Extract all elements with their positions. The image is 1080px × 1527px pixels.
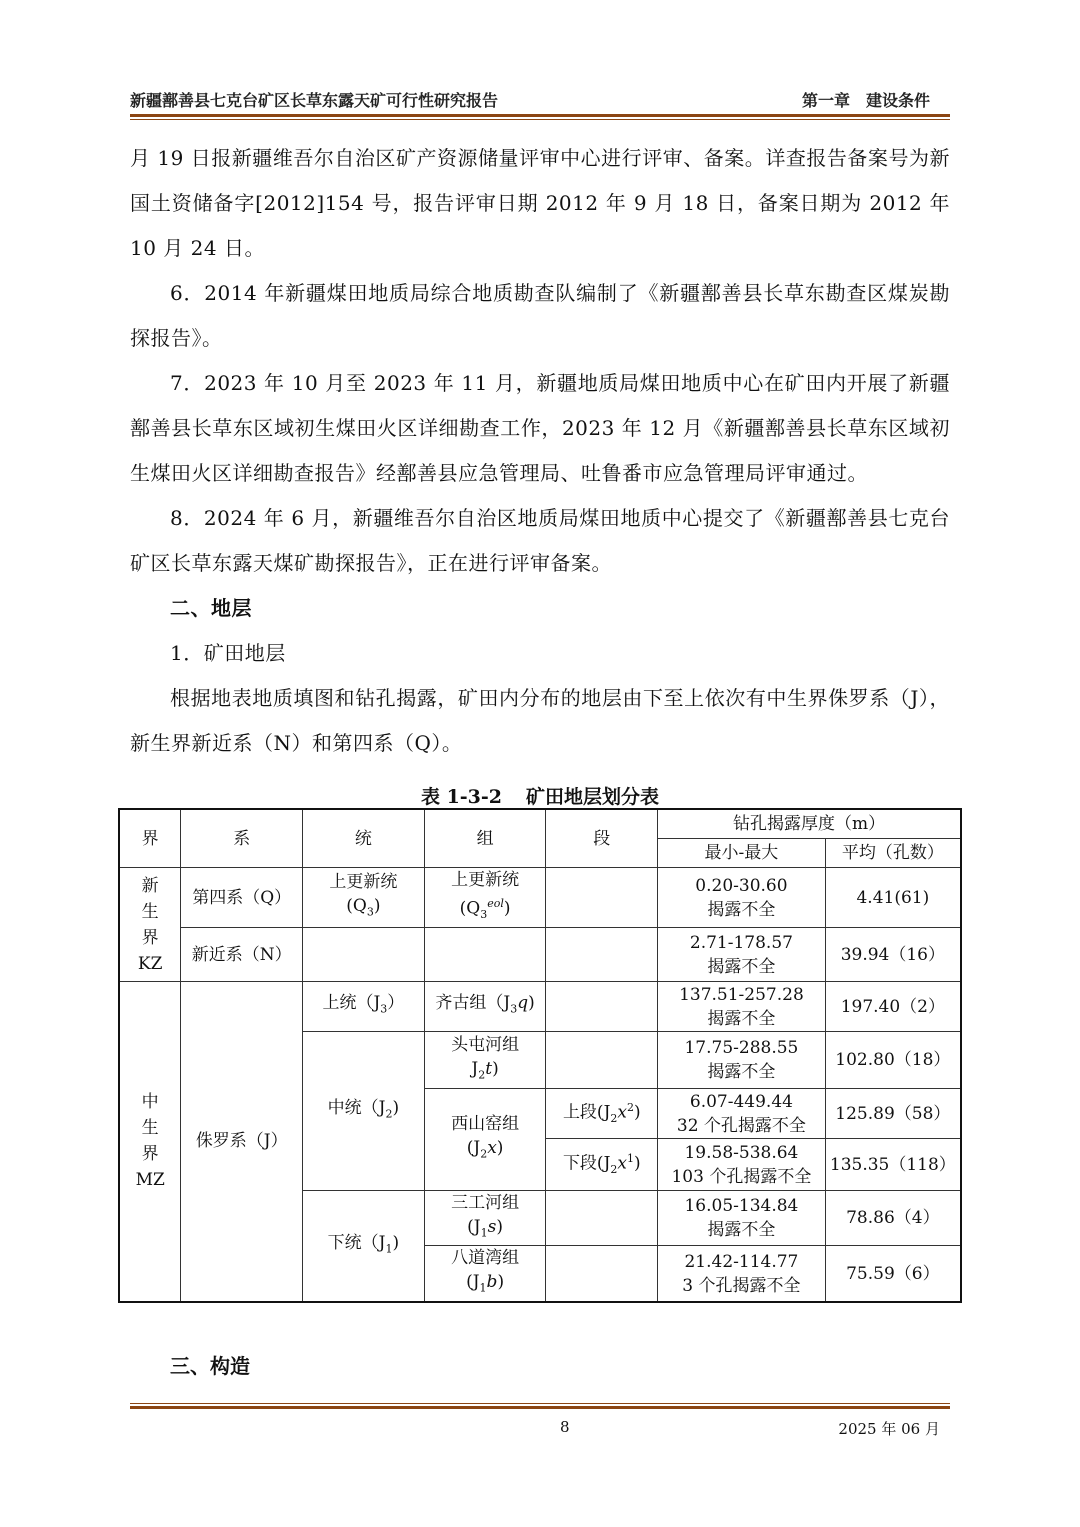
section-heading-structure: 三、构造 [170,1354,250,1378]
member-cell [546,928,658,982]
paragraph-strata: 根据地表地质填图和钻孔揭露，矿田内分布的地层由下至上依次有中生界侏罗系（J），新生界新近系（N）和第四系（Q）。 [130,686,950,755]
formation-cell: 上更新统 $(Q_3^{eol})$ [424,868,546,928]
member-cell [546,868,658,928]
era-mz-cell [119,982,181,1302]
series-cell: 中统$(J_2)$ [303,1032,425,1191]
header-zu: 组 [424,809,546,868]
era-char: 生 [141,1118,159,1139]
table-row [119,868,961,928]
formation-cell: 三工河组 $(J_1s)$ [424,1191,546,1246]
strata-table [118,808,962,1303]
formation-symbol: $J_2t$) [471,1058,499,1082]
paragraph-continued: 月 19 日报新疆维吾尔自治区矿产资源储量评审中心进行评审、备案。详查报告备案号为新国土资储备字[2012]154 号，报告评审日期 2012 年 9 月 18 日，备案日期为 2012 年 10 月 24 日。 [130,146,950,260]
page-header [130,84,950,114]
thickness-avg-cell: 39.94（16） [825,928,961,982]
header-rule-thin [130,119,950,120]
header-tong: 统 [303,809,425,868]
body-text [130,136,950,766]
thickness-range-cell: 137.51-257.28 揭露不全 [658,982,826,1032]
thickness-avg-cell: 197.40（2） [825,982,961,1032]
thickness-range-cell: 0.20-30.60 揭露不全 [658,868,826,928]
formation-symbol: $(J_2x)$ [466,1138,504,1161]
thickness-range-cell: 6.07-449.44 32 个孔揭露不全 [658,1089,826,1139]
formation-cell: 齐古组$(J_3q)$ [424,982,546,1032]
member-cell [546,982,658,1032]
footer-rule-thin [130,1403,950,1404]
era-char: 界 [141,1144,159,1165]
paragraph-8: 8．2024 年 6 月，新疆维吾尔自治区地质局煤田地质中心提交了《新疆鄯善县七克台矿区长草东露天煤矿勘探报告》，正在进行评审备案。 [130,506,950,575]
series-symbol: $(Q_3)$ [346,896,381,919]
section-heading-strata: 二、地层 [170,596,252,620]
system-cell: 第四系（Q） [181,868,303,928]
table-row [119,928,961,982]
era-char: 生 [141,901,159,922]
table-row [119,982,961,1032]
era-char: 新 [141,875,159,896]
series-cell: 下统$(J_1)$ [303,1191,425,1302]
system-cell: 侏罗系（J） [181,982,303,1302]
table-number: 表 1-3-2 [420,786,503,808]
table-caption [130,782,950,809]
header-thickness: 钻孔揭露厚度（m） [658,809,961,839]
thickness-avg-cell: 75.59（6） [825,1246,961,1302]
thickness-range-cell: 21.42-114.77 3 个孔揭露不全 [658,1246,826,1302]
member-cell: 上段$(J_2x^2)$ [546,1089,658,1139]
paragraph-7: 7．2023 年 10 月至 2023 年 11 月，新疆地质局煤田地质中心在矿田内开展了新疆鄯善县长草东区域初生煤田火区详细勘查工作，2023 年 12 月《新疆鄯善县长草东区域初生煤田火区详细勘查报告》经鄯善县应急管理局、吐鲁番市应急管理局评审通过。 [130,371,950,485]
footer-rule-thick [130,1406,950,1409]
member-cell: 下段$(J_2x^1)$ [546,1139,658,1191]
report-date: 2025 年 06 月 [838,1420,940,1438]
page-number: 8 [560,1418,570,1436]
series-cell: 上更新统 $(Q_3)$ [303,868,425,928]
formation-cell: 八道湾组 $(J_1b)$ [424,1246,546,1302]
header-rule-thick [130,114,950,117]
thickness-range-cell: 17.75-288.55 揭露不全 [658,1032,826,1089]
member-cell [546,1191,658,1246]
formation-symbol: $(J_1s)$ [467,1217,503,1240]
system-cell: 新近系（N） [181,928,303,982]
member-cell [546,1032,658,1089]
formation-cell [424,928,546,982]
series-cell: 上统$(J_3)$ [303,982,425,1032]
formation-cell: 西山窑组 $(J_2x)$ [424,1089,546,1191]
era-char: MZ [135,1170,165,1191]
thickness-avg-cell: 135.35（118） [825,1139,961,1191]
era-char: 界 [141,927,159,948]
thickness-avg-cell: 102.80（18） [825,1032,961,1089]
formation-symbol: $(J_1b)$ [466,1272,505,1295]
header-jie: 界 [119,809,181,868]
header-duan: 段 [546,809,658,868]
era-kz-cell [119,868,181,982]
subsection-heading-strata: 1．矿田地层 [170,641,286,665]
header-xi: 系 [181,809,303,868]
thickness-avg-cell: 78.86（4） [825,1191,961,1246]
formation-symbol: $(Q_3^{eol})$ [459,897,511,922]
member-cell [546,1246,658,1302]
header-minmax: 最小-最大 [658,839,826,868]
series-cell [303,928,425,982]
header-avg: 平均（孔数） [825,839,961,868]
paragraph-6: 6．2014 年新疆煤田地质局综合地质勘查队编制了《新疆鄯善县长草东勘查区煤炭勘探报告》。 [130,281,950,350]
formation-cell: 头屯河组 $J_2t$) [424,1032,546,1089]
chapter-title: 第一章 建设条件 [801,91,930,110]
table-title: 矿田地层划分表 [526,786,660,808]
thickness-range-cell: 16.05-134.84 揭露不全 [658,1191,826,1246]
thickness-range-cell: 2.71-178.57 揭露不全 [658,928,826,982]
era-char: 中 [141,1092,159,1113]
thickness-avg-cell: 125.89（58） [825,1089,961,1139]
report-title: 新疆鄯善县七克台矿区长草东露天矿可行性研究报告 [130,91,499,110]
thickness-avg-cell: 4.41(61) [825,868,961,928]
era-char: KZ [137,953,163,974]
thickness-range-cell: 19.58-538.64 103 个孔揭露不全 [658,1139,826,1191]
